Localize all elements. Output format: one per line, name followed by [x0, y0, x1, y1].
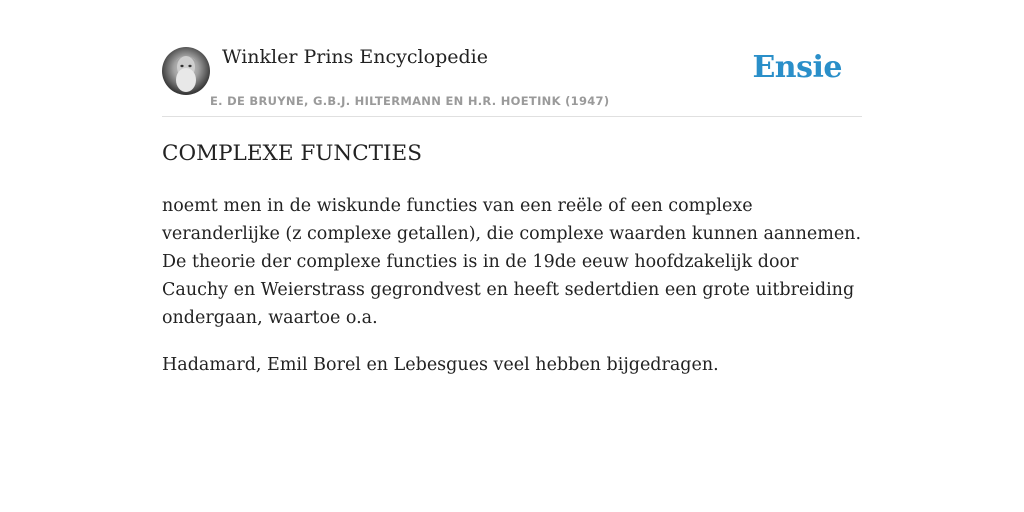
brand-logo[interactable]: Ensie: [752, 50, 842, 85]
source-title[interactable]: Winkler Prins Encyclopedie: [222, 46, 488, 68]
content-container: [162, 0, 862, 375]
entry-title: COMPLEXE FUNCTIES: [162, 141, 422, 166]
source-header: [162, 0, 862, 117]
source-authors: E. DE BRUYNE, G.B.J. HILTERMANN EN H.R. HOETINK (1947): [210, 94, 610, 108]
entry-body: [162, 192, 862, 398]
entry-paragraph: noemt men in de wiskunde functies van een reële of een complexe veranderlijke (z complexe getallen), die complexe waarden kunnen aannemen. De theorie der complexe functies is in de 19de eeuw hoofdzakelijk door Cauchy en Weierstrass gegrondvest en heeft sedertdien een grote uitbreiding ondergaan, waartoe o.a.: [162, 196, 862, 328]
source-avatar[interactable]: [162, 47, 210, 95]
entry-paragraph: Hadamard, Emil Borel en Lebesgues veel hebben bijgedragen.: [162, 355, 719, 375]
portrait-photo-icon: [162, 47, 210, 95]
